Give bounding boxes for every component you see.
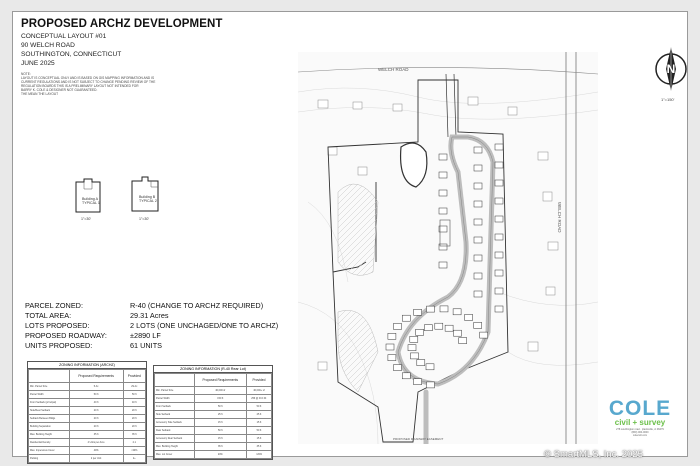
zoning-row	[29, 391, 146, 399]
zoning-row	[155, 387, 272, 395]
zoning-cell: 20%	[194, 451, 246, 459]
unit-footprint	[495, 306, 503, 312]
zoning-cell: Front Setback	[155, 403, 195, 411]
company-logo	[605, 399, 675, 437]
unit-footprint	[440, 306, 448, 312]
zoning-table-title: ZONING INFORMATION (R-40 Rear Lot)	[154, 366, 272, 373]
unit-footprint	[402, 373, 410, 379]
zoning-cell: 50 ft	[246, 403, 271, 411]
zoning-cell: 15 ft	[194, 435, 246, 443]
unit-footprint	[495, 252, 503, 258]
unit-footprint	[439, 190, 447, 196]
zoning-cell: Accessory Rear Setback	[155, 435, 195, 443]
unit-footprint	[435, 323, 443, 329]
zoning-cell: 29 Ac	[123, 383, 145, 391]
zoning-cell: 40%	[69, 447, 123, 455]
zoning-cell: 20 ft	[69, 407, 123, 415]
logo-address: 278 southington road · plantsville, ct 06479	[616, 428, 664, 431]
summary-value: 29.31 Acres	[130, 311, 169, 320]
zoning-cell: 25 ft	[194, 411, 246, 419]
unit-footprint	[410, 336, 418, 342]
unit-footprint	[495, 144, 503, 150]
unit-footprint	[474, 322, 482, 328]
zoning-row	[29, 455, 146, 463]
col-header: Provided	[246, 374, 271, 387]
logo-name: COLE	[608, 397, 672, 420]
zoning-cell: <20%	[246, 451, 271, 459]
unit-footprint	[402, 315, 410, 321]
summary-label: UNITS PROPOSED:	[25, 341, 93, 350]
unit-footprint	[439, 208, 447, 214]
unit-footprint	[408, 345, 416, 351]
unit-footprint	[414, 309, 422, 315]
zoning-table-r40	[153, 365, 273, 460]
zoning-cell: Max. Lot Cover	[155, 451, 195, 459]
zoning-row	[29, 383, 146, 391]
north-arrow-icon	[649, 45, 693, 95]
unit-footprint	[445, 325, 453, 331]
zoning-cell: 2+	[123, 455, 145, 463]
unit-footprint	[427, 382, 435, 388]
zoning-cell: 25ft @ R.O.W.	[246, 395, 271, 403]
zoning-cell: 4 Units per Acre	[69, 439, 123, 447]
unit-footprint	[474, 183, 482, 189]
building-b-scale: 1"=30'	[139, 217, 150, 221]
zoning-cell: 20 ft	[123, 415, 145, 423]
date-line: JUNE 2025	[21, 60, 55, 67]
unit-footprint	[416, 329, 424, 335]
zoning-row	[29, 399, 146, 407]
zoning-cell: 50 ft	[194, 427, 246, 435]
zoning-cell: 50 ft	[246, 427, 271, 435]
unit-footprint	[474, 273, 482, 279]
zoning-cell: Building Separation	[29, 423, 70, 431]
zoning-cell: Side/Rear Setback	[29, 407, 70, 415]
zoning-cell: 15 ft	[246, 435, 271, 443]
summary-value: R-40 (CHANGE TO ARCHZ REQUIRED)	[130, 301, 264, 310]
unit-footprint	[474, 201, 482, 207]
city-line: SOUTHINGTON, CONNECTICUT	[21, 51, 122, 58]
zoning-cell: 50 ft	[123, 391, 145, 399]
unit-footprint	[495, 198, 503, 204]
zoning-row	[29, 447, 146, 455]
north-arrow	[649, 45, 699, 109]
unit-footprint	[495, 180, 503, 186]
road-right-label: WELCH ROAD	[557, 202, 562, 233]
summary-label: LOTS PROPOSED:	[25, 321, 90, 330]
zoning-cell: 20 ft	[69, 423, 123, 431]
unit-footprint	[411, 353, 419, 359]
plan-title: PROPOSED ARCHZ DEVELOPMENT	[21, 18, 223, 30]
zoning-cell: 5 Ac	[69, 383, 123, 391]
zoning-row	[155, 411, 272, 419]
unit-footprint	[386, 344, 394, 350]
notes-line: BARRY K. COLE & DESIGNER NOT GUARANTEED.	[21, 88, 98, 92]
zoning-cell: 25 ft	[246, 411, 271, 419]
unit-footprint	[414, 379, 422, 385]
zoning-cell: 50 ft	[69, 391, 123, 399]
zoning-cell: Residential Density	[29, 439, 70, 447]
zoning-row	[155, 403, 272, 411]
address-line: 90 WELCH ROAD	[21, 42, 75, 49]
zoning-cell: Setback Between Bldgs	[29, 415, 70, 423]
zoning-row	[29, 423, 146, 431]
map-scale: 1"=150'	[661, 97, 675, 102]
zoning-cell: Accessory Side Setback	[155, 419, 195, 427]
zoning-cell: 2.1	[123, 439, 145, 447]
logo-tagline: civil + survey	[614, 418, 666, 427]
unit-footprint	[394, 323, 402, 329]
zoning-cell: 150 ft	[194, 395, 246, 403]
unit-footprint	[495, 216, 503, 222]
zoning-row	[155, 451, 272, 459]
zoning-row	[29, 439, 146, 447]
notes-line: LAYOUT IS CONCEPTUAL ONLY AND IS BASED ON GIS MAPPING INFORMATION AND IS	[21, 76, 155, 80]
zoning-cell: Side Setback	[155, 411, 195, 419]
plan-notes	[21, 72, 211, 96]
notes-line: CURRENT REGULATIONS AND IS NOT SUBJECT TO CHANGE PENDING REVIEW OF THE	[21, 80, 156, 84]
unit-footprint	[388, 333, 396, 339]
unit-footprint	[474, 147, 482, 153]
unit-footprint	[495, 162, 503, 168]
summary-label: TOTAL AREA:	[25, 311, 72, 320]
summary-label: PROPOSED ROADWAY:	[25, 331, 107, 340]
building-a-area: TYPICAL 1	[82, 201, 100, 205]
notes-line: THE MEAN THE LAYOUT	[21, 92, 59, 96]
zoning-cell: Max. Building Height	[29, 431, 70, 439]
unit-footprint	[394, 365, 402, 371]
zoning-cell: 20 ft	[123, 423, 145, 431]
zoning-cell: Rear Setback	[155, 427, 195, 435]
zoning-row	[29, 407, 146, 415]
zoning-row	[155, 427, 272, 435]
zoning-cell: 15 ft	[194, 419, 246, 427]
unit-footprint	[495, 234, 503, 240]
road-top-label: WELCH ROAD	[378, 67, 409, 72]
zoning-cell: 2 per Unit	[69, 455, 123, 463]
building-footprint-a	[73, 177, 103, 225]
zoning-cell: <40%	[123, 447, 145, 455]
site-plan-map	[298, 52, 598, 444]
zoning-row	[29, 415, 146, 423]
zoning-cell: 40,000+ sf	[246, 387, 271, 395]
mls-watermark: © SmartMLS, Inc. 2025	[544, 449, 643, 460]
unit-footprint	[495, 288, 503, 294]
unit-footprint	[474, 255, 482, 261]
summary-value: 61 UNITS	[130, 341, 163, 350]
unit-footprint	[474, 165, 482, 171]
zoning-cell: Parcel Width	[29, 391, 70, 399]
unit-footprint	[417, 360, 425, 366]
zoning-cell: Front Setback (principal)	[29, 399, 70, 407]
unit-footprint	[388, 355, 396, 361]
site-plan-sheet	[12, 11, 688, 460]
north-letter: N	[666, 62, 676, 76]
unit-footprint	[480, 332, 488, 338]
zoning-table-archz	[27, 361, 147, 464]
unit-footprint	[439, 172, 447, 178]
building-a-scale: 1"=30'	[81, 217, 92, 221]
zoning-cell: 35 ft	[69, 431, 123, 439]
unit-footprint	[459, 338, 467, 344]
zoning-cell: Min. Parcel Size	[29, 383, 70, 391]
zoning-cell: 40 ft	[69, 399, 123, 407]
unit-footprint	[439, 262, 447, 268]
zoning-row	[155, 443, 272, 451]
col-header: Provided	[123, 370, 145, 383]
zoning-table-title: ZONING INFORMATION (ARCHZ)	[28, 362, 146, 369]
zoning-cell: 20 ft	[69, 415, 123, 423]
logo-web: colecivil.com	[632, 434, 648, 437]
zoning-cell: 35 ft	[194, 443, 246, 451]
zoning-row	[29, 431, 146, 439]
unit-footprint	[454, 330, 462, 336]
col-header: Proposed Requirements	[194, 374, 246, 387]
zoning-cell: Parking	[29, 455, 70, 463]
zoning-row	[155, 435, 272, 443]
summary-value: 2 LOTS (ONE UNCHAGED/ONE TO ARCHZ)	[130, 321, 279, 330]
unit-footprint	[474, 291, 482, 297]
zoning-cell: 40 ft	[123, 399, 145, 407]
layout-label: CONCEPTUAL LAYOUT #01	[21, 33, 107, 40]
unit-footprint	[474, 219, 482, 225]
zoning-cell: Max. Impervious Cover	[29, 447, 70, 455]
bottom-easement-label: PROPOSED ROADWAY EASEMENT	[393, 437, 444, 441]
zoning-cell: 35 ft	[246, 443, 271, 451]
zoning-cell: Parcel Width	[155, 395, 195, 403]
notes-line: REGULATION BOARDS THIS IS A PRELIMINARY LAYOUT NOT INTENDED FOR	[21, 84, 139, 88]
building-b-area: TYPICAL 2	[139, 199, 157, 203]
zoning-cell: Max. Building Height	[155, 443, 195, 451]
logo-phone: (860) 000-0000	[631, 431, 649, 434]
zoning-cell: 15 ft	[246, 419, 271, 427]
col-header	[155, 374, 195, 387]
col-header: Proposed Requirements	[69, 370, 123, 383]
unit-footprint	[465, 314, 473, 320]
unit-footprint	[495, 270, 503, 276]
zoning-row	[155, 395, 272, 403]
unit-footprint	[426, 364, 434, 370]
building-b-label: Building B	[139, 195, 156, 199]
col-header	[29, 370, 70, 383]
building-a-label: Building A	[82, 197, 98, 201]
zoning-cell: 20 ft	[123, 407, 145, 415]
summary-label: PARCEL ZONED:	[25, 301, 83, 310]
wetland-area	[338, 184, 378, 275]
zoning-cell: 50 ft	[194, 403, 246, 411]
unit-footprint	[453, 309, 461, 315]
summary-value: ±2890 LF	[130, 331, 161, 340]
building-footprint-b	[129, 175, 161, 225]
zoning-cell: Min. Parcel Size	[155, 387, 195, 395]
notes-heading: NOTE:	[21, 72, 31, 76]
unit-footprint	[427, 306, 435, 312]
zoning-cell: 35 ft	[123, 431, 145, 439]
zoning-row	[155, 419, 272, 427]
unit-footprint	[439, 154, 447, 160]
zoning-cell: 40,000 sf	[194, 387, 246, 395]
unit-footprint	[474, 237, 482, 243]
unit-footprint	[424, 325, 432, 331]
